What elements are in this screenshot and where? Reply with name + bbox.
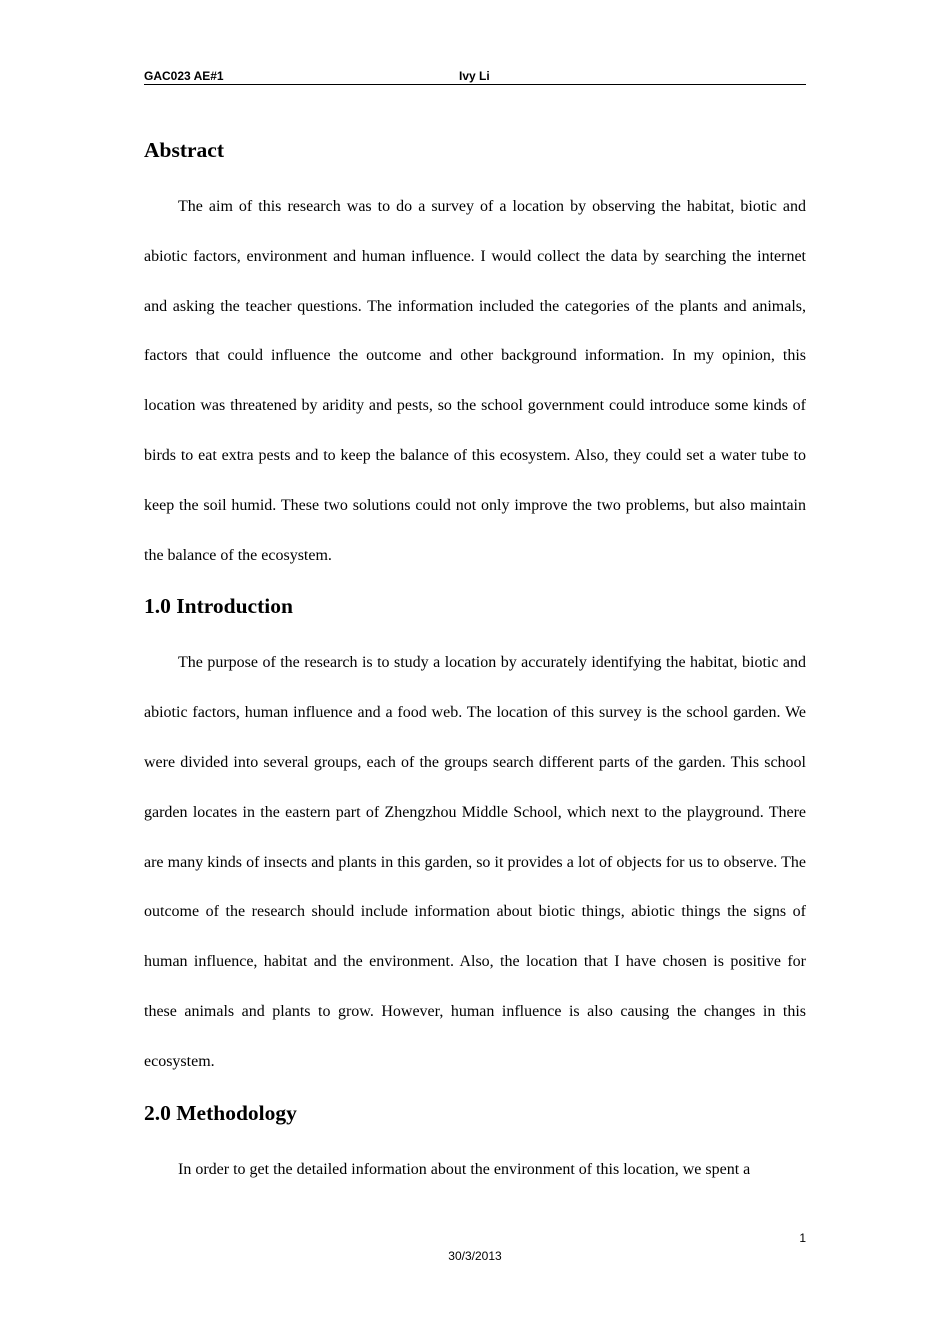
abstract-heading: Abstract — [144, 138, 225, 162]
page-header — [144, 67, 806, 85]
abstract-paragraph: The aim of this research was to do a survey of a location by observing the habitat, biotic and abiotic factors, environment and human influence. I would collect the data by searching the internet and asking the teacher questions. The information included the categories of the plants and animals, factors that could influence the outcome and other background information. In my opinion, this location was threatened by aridity and pests, so the school government could introduce some kinds of birds to eat extra pests and to keep the balance of this ecosystem. Also, they could set a water tube to keep the soil humid. These two solutions could not only improve the two problems, but also maintain the balance of the ecosystem. — [144, 198, 806, 564]
author-name: Ivy Li — [459, 69, 490, 83]
footer-date: 30/3/2013 — [448, 1249, 502, 1263]
introduction-paragraph: The purpose of the research is to study a location by accurately identifying the habitat, biotic and abiotic factors, human influence and a food web. The location of this survey is the school garden. We were divided into several groups, each of the groups search different parts of the garden. This school garden locates in the eastern part of Zhengzhou Middle School, which next to the playground. There are many kinds of insects and plants in this garden, so it provides a lot of objects for us to observe. The outcome of the research should include information about biotic things, abiotic things the signs of human influence, habitat and the environment. Also, the location that I have chosen is positive for these animals and plants to grow. However, human influence is also causing the changes in this ecosystem. — [144, 654, 806, 1070]
document-body — [144, 132, 806, 1194]
course-code: GAC023 AE#1 — [144, 69, 224, 83]
introduction-heading: 1.0 Introduction — [144, 594, 293, 619]
methodology-paragraph: In order to get the detailed information about the environment of this location, we spent a — [178, 1160, 751, 1178]
page-number: 1 — [799, 1231, 806, 1245]
methodology-heading: 2.0 Methodology — [144, 1100, 297, 1125]
